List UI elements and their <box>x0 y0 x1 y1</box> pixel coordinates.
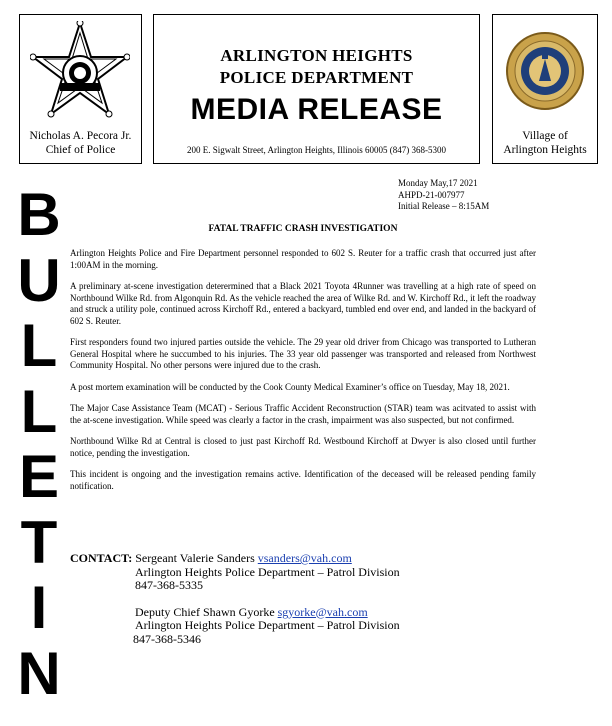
media-release-heading: MEDIA RELEASE <box>190 93 443 126</box>
chief-title: Chief of Police <box>45 144 116 156</box>
bulletin-letter: E <box>18 443 60 510</box>
paragraph: Northbound Wilke Rd at Central is closed to just past Kirchoff Rd. Westbound Kirchoff at Dwyer is also closed until further notice, pending the investigation. <box>70 436 536 458</box>
paragraph: A post mortem examination will be conducted by the Cook County Medical Examiner’s office on Tuesday, May 18, 2021. <box>70 381 510 392</box>
contact-2-email-link[interactable]: sgyorke@vah.com <box>277 604 368 619</box>
bulletin-letter: N <box>17 639 61 707</box>
case-number: AHPD-21-007977 <box>398 189 465 200</box>
paragraph: First responders found two injured parties outside the vehicle. The 29 year old driver from Chicago was transported to Lutheran General Hospital where he succumbed to his injuries. The 33 year old passenger was transported and released from Northwest Community Hospital. No other persons were injured due to the crash. <box>70 337 536 370</box>
bulletin-letter: B <box>17 181 61 248</box>
bulletin-letter: L <box>20 312 58 379</box>
village-seal-icon <box>505 31 585 111</box>
dept-line-1: ARLINGTON HEIGHTS <box>220 46 413 65</box>
contact-block <box>70 552 400 646</box>
village-line-2: Arlington Heights <box>503 144 587 156</box>
bulletin-letter: I <box>30 574 48 641</box>
contact-2-division: Arlington Heights Police Department – Patrol Division <box>135 618 400 632</box>
department-name <box>154 45 479 89</box>
chief-panel <box>19 14 142 164</box>
department-address: 200 E. Sigwalt Street, Arlington Heights, Illinois 60005 (847) 368-5300 <box>187 145 446 155</box>
bulletin-vertical-label <box>14 182 64 706</box>
bulletin-letter: L <box>20 377 58 445</box>
release-header <box>8 8 604 160</box>
masthead <box>153 14 480 164</box>
paragraph: Arlington Heights Police and Fire Department personnel responded to 602 S. Reuter for a traffic crash that occurred just after 1:00AM in the morning. <box>70 248 536 270</box>
chief-signature-block <box>20 129 141 157</box>
contact-1-email-link[interactable]: vsanders@vah.com <box>257 551 352 565</box>
paragraph: The Major Case Assistance Team (MCAT) - Serious Traffic Accident Reconstruction (STAR) team was acitvated to assist with the at-scene investigation. While speed was clearly a factor in the crash, impairment was also suspected, but not confirmed. <box>70 403 536 425</box>
contact-1-division: Arlington Heights Police Department – Patrol Division <box>135 564 400 579</box>
village-name <box>493 129 597 157</box>
release-metadata <box>398 178 489 213</box>
contact-2-phone: 847-368-5346 <box>133 631 201 646</box>
release-date: Monday May,17 2021 <box>398 178 478 188</box>
bulletin-letter: T <box>20 508 58 576</box>
police-star-badge-icon <box>30 21 130 121</box>
village-panel <box>492 14 598 164</box>
contact-2-name: Deputy Chief Shawn Gyorke <box>135 604 275 619</box>
paragraph: A preliminary at-scene investigation deterermined that a Black 2021 Toyota 4Runner was travelling at a high rate of speed on Northbound Wilke Rd. from Algonquin Rd. As the vehicle reached the area of Wilke Rd. and W. Kirchoff Rd., it left the roadway and struck a utility pole, continued across Kirchoff Rd., entered a backyard, tumbled end over end, and landed in the backyard of 602 S. Reuter. <box>70 281 536 326</box>
paragraph: This incident is ongoing and the investigation remains active. Identification of the deceased will be released pending family notification. <box>70 469 536 491</box>
bulletin-letter: U <box>17 246 61 314</box>
release-body <box>70 248 536 502</box>
contact-1-name: Sergeant Valerie Sanders <box>135 551 255 565</box>
chief-name: Nicholas A. Pecora Jr. <box>29 130 132 142</box>
release-title: FATAL TRAFFIC CRASH INVESTIGATION <box>208 224 398 234</box>
contact-label: CONTACT: <box>70 551 133 565</box>
contact-1-phone: 847-368-5335 <box>135 578 203 592</box>
village-line-1: Village of <box>522 130 568 142</box>
dept-line-2: POLICE DEPARTMENT <box>219 68 414 87</box>
release-time: Initial Release – 8:15AM <box>398 201 490 211</box>
